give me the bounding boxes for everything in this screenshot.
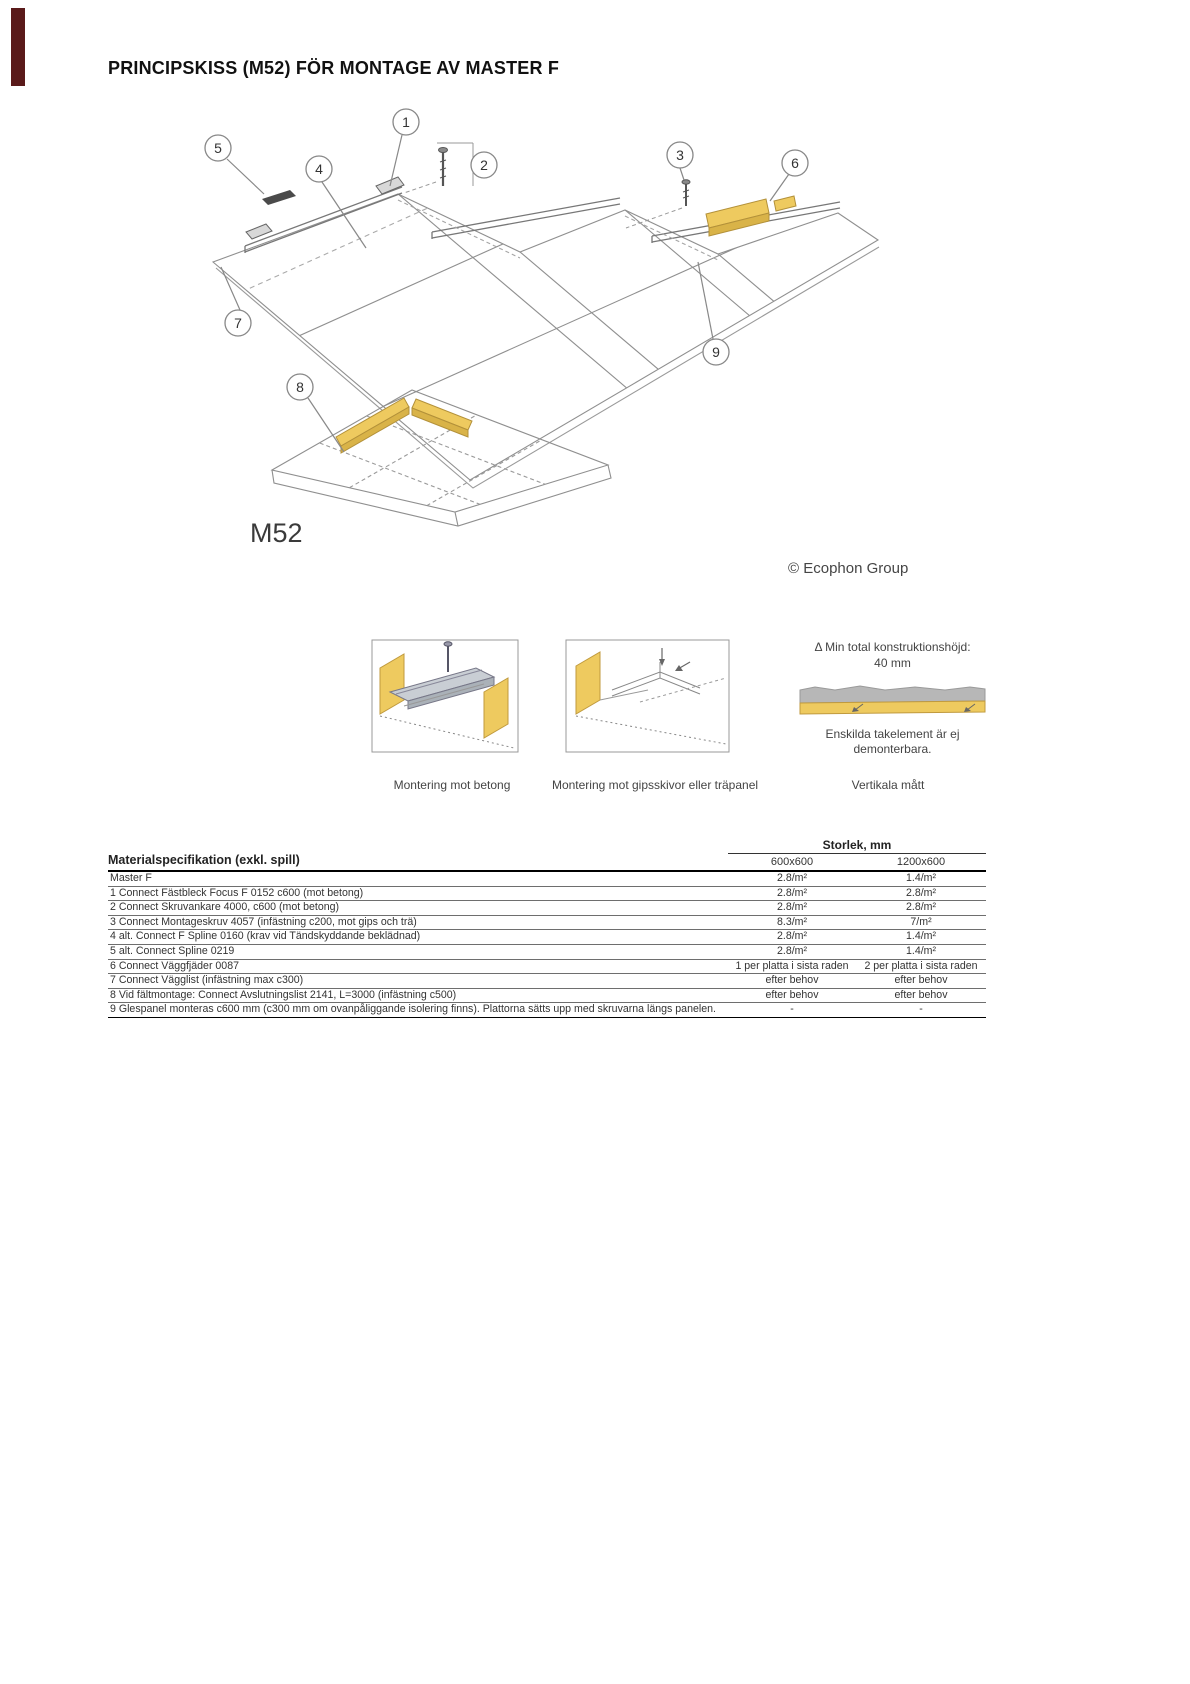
note-line-1: Enskilda takelement är ej [825, 727, 960, 741]
svg-text:7: 7 [234, 315, 242, 331]
callout-1 [393, 109, 419, 135]
callout-9 [703, 339, 729, 365]
copyright-text: © Ecophon Group [788, 560, 909, 577]
svg-text:9: 9 [712, 344, 720, 360]
table-row: Master F 2.8/m² 1.4/m² [108, 872, 986, 887]
svg-text:1: 1 [402, 114, 410, 130]
table-title: Materialspecifikation (exkl. spill) [108, 853, 300, 867]
material-spec-table [108, 838, 986, 1018]
note-line-2: demonterbara. [853, 742, 932, 756]
table-row: 2 Connect Skruvankare 4000, c600 (mot betong) 2.8/m² 2.8/m² [108, 901, 986, 916]
size-header-block [728, 838, 986, 868]
column-header-1200: 1200x600 [896, 856, 946, 868]
montage-diagram [0, 0, 1190, 830]
table-row: 1 Connect Fästbleck Focus F 0152 c600 (mot betong) 2.8/m² 2.8/m² [108, 887, 986, 902]
panel-yellow-edge-trim [336, 398, 472, 453]
vertical-dims-drawing [800, 686, 985, 714]
caption-gips: Montering mot gipsskivor eller träpanel [551, 778, 759, 792]
table-row: 3 Connect Montageskruv 4057 (infästning c200, mot gips och trä) 8.3/m² 7/m² [108, 916, 986, 931]
callout-5 [205, 135, 231, 161]
callout-6 [782, 150, 808, 176]
screw-anchor-icon [404, 143, 473, 193]
callout-8 [287, 374, 313, 400]
column-header-600: 600x600 [770, 856, 814, 868]
size-header: Storlek, mm [728, 838, 986, 854]
table-row: 4 alt. Connect F Spline 0160 (krav vid Tändskyddande beklädnad) 2.8/m² 1.4/m² [108, 930, 986, 945]
min-height-value: 40 mm [874, 656, 911, 670]
callout-2 [471, 152, 497, 178]
svg-text:8: 8 [296, 379, 304, 395]
callouts [205, 109, 808, 452]
svg-text:2: 2 [480, 157, 488, 173]
svg-text:4: 4 [315, 161, 323, 177]
page-title: PRINCIPSKISS (M52) FÖR MONTAGE AV MASTER F [108, 58, 560, 78]
svg-text:6: 6 [791, 155, 799, 171]
caption-vertikala: Vertikala mått [851, 778, 925, 792]
table-row: 9 Glespanel monteras c600 mm (c300 mm om ovanpåliggande isolering finns). Plattorna sätts upp med skruvarna längs panelen. - - [108, 1003, 986, 1018]
table-header [108, 838, 986, 872]
detail-box-betong [372, 640, 518, 752]
callout-4 [306, 156, 332, 182]
table-row: 5 alt. Connect Spline 0219 2.8/m² 1.4/m² [108, 945, 986, 960]
detail-box-gips [566, 640, 729, 752]
svg-text:5: 5 [214, 140, 222, 156]
diagram-code-label: M52 [250, 518, 303, 548]
wall-spring-yellow-trim [706, 196, 796, 236]
table-row: 8 Vid fältmontage: Connect Avslutningslist 2141, L=3000 (infästning c500) efter behov efter behov [108, 989, 986, 1004]
caption-betong: Montering mot betong [393, 778, 511, 792]
table-row: 7 Connect Vägglist (infästning max c300) efter behov efter behov [108, 974, 986, 989]
min-height-label: Δ Min total konstruktionshöjd: [814, 640, 971, 654]
table-row: 6 Connect Väggfjäder 0087 1 per platta i sista raden 2 per platta i sista raden [108, 960, 986, 975]
callout-7 [225, 310, 251, 336]
montage-screw-icon [626, 180, 690, 228]
callout-3 [667, 142, 693, 168]
svg-text:3: 3 [676, 147, 684, 163]
spline-plate-icon [262, 190, 296, 205]
